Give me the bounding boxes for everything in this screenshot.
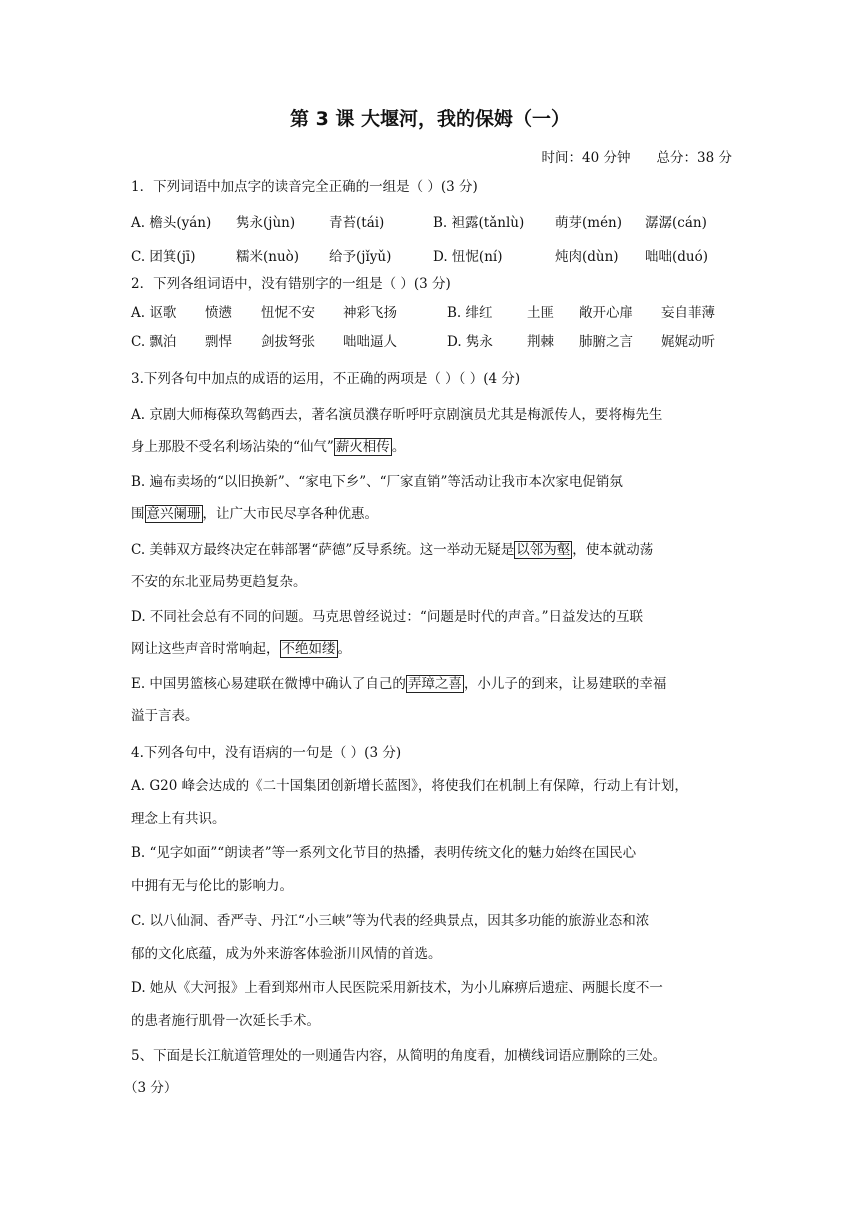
q4-stem: 4.下列各句中，没有语病的一句是（ ）(3 分)	[131, 745, 402, 761]
q3-stem: 3.下列各句中加点的成语的运用，不正确的两项是（ ）（ ）(4 分)	[131, 371, 521, 387]
text-run: E. 中国男篮核心易建联在微博中确认了自己的	[131, 676, 406, 692]
q4-option-c-line-2: 郁的文化底蕴，成为外来游客体验浙川风情的首选。	[131, 946, 442, 962]
q3-option-e-line-2: 溢于言表。	[131, 708, 199, 724]
q3-option-d-line-1: D. 不同社会总有不同的问题。马克思曾经说过：“问题是时代的声音。”日益发达的互联	[131, 609, 643, 625]
q2-option: C. 飘泊	[131, 334, 177, 350]
text-run: 身上那股不受名利场沾染的“仙气”	[131, 439, 334, 455]
text-run: ，让广大市民尽享各种优惠。	[202, 506, 378, 522]
exam-meta	[542, 146, 732, 166]
text-run: 围	[131, 506, 145, 522]
q2-stem: 2．下列各组词语中，没有错别字的一组是（ ）(3 分)	[131, 276, 451, 292]
q3-option-c-line-1	[131, 538, 653, 558]
q1-option: 隽永(jùn)	[236, 215, 296, 231]
q4-option-c-line-1: C. 以八仙洞、香严寺、丹江“小三峡”等为代表的经典景点，因其多功能的旅游业态和浓	[131, 913, 650, 929]
q5-stem-line-1: 5、下面是长江航道管理处的一则通告内容，从简明的角度看，加横线词语应删除的三处。	[131, 1048, 667, 1064]
total-score: 总分：38 分	[656, 150, 732, 166]
q2-option: A. 讴歌	[131, 305, 177, 321]
q1-option: A. 檐头(yán)	[131, 215, 212, 231]
q1-stem: 1．下列词语中加点字的读音完全正确的一组是（ ）(3 分)	[131, 179, 478, 195]
q2-option: 剑拔弩张	[261, 334, 315, 350]
q1-option: 萌芽(mén)	[555, 215, 623, 231]
text-run: C. 美韩双方最终决定在韩部署“萨德”反导系统。这一举动无疑是	[131, 542, 515, 558]
page-title: 第 3 课 大堰河，我的保姆（一）	[289, 108, 571, 130]
q3-option-b-line-2	[131, 502, 378, 522]
q2-option: 娓娓动听	[661, 334, 715, 350]
text-run: ，使本就动荡	[572, 542, 654, 558]
q2-option: D. 隽永	[447, 334, 493, 350]
q1-option: B. 袒露(tǎnlù)	[433, 215, 525, 231]
q4-option-a-line-1: A. G20 峰会达成的《二十国集团创新增长蓝图》，将使我们在机制上有保障，行动上有计划，	[131, 778, 688, 794]
q2-option: 咄咄逼人	[343, 334, 397, 350]
q2-option: 忸怩不安	[261, 305, 315, 321]
q2-option: 敞开心扉	[579, 305, 633, 321]
q3-option-c-line-2: 不安的东北亚局势更趋复杂。	[131, 574, 307, 590]
q2-option: 荆棘	[527, 334, 554, 350]
q3-option-a-line-2	[131, 435, 405, 455]
q1-option: C. 团箕(jī)	[131, 249, 196, 265]
q4-option-d-line-2: 的患者施行肌骨一次延长手术。	[131, 1013, 320, 1029]
q4-option-a-line-2: 理念上有共识。	[131, 811, 226, 827]
q2-option: 愤懑	[205, 305, 232, 321]
q4-option-d-line-1: D. 她从《大河报》上看到郑州市人民医院采用新技术，为小儿麻痹后遗症、两腿长度不一	[131, 980, 663, 996]
q2-option: 神彩飞扬	[343, 305, 397, 321]
q3-option-d-line-2	[131, 637, 351, 657]
boxed-idiom: 以邻为壑	[516, 542, 571, 558]
q2-option: 剽悍	[205, 334, 232, 350]
text-run: ，小儿子的到来，让易建联的幸福	[463, 676, 667, 692]
q1-option: 青苔(tái)	[329, 215, 385, 231]
q1-option: 糯米(nuò)	[236, 249, 300, 265]
q1-option: D. 忸怩(ní)	[433, 249, 503, 265]
q3-option-e-line-1	[131, 672, 666, 692]
q2-option: B. 绯红	[447, 305, 493, 321]
q3-option-a-line-1: A. 京剧大师梅葆玖驾鹤西去，著名演员濮存昕呼吁京剧演员尤其是梅派传人，要将梅先生	[131, 407, 663, 423]
q5-stem-line-2: （3 分）	[124, 1080, 178, 1096]
q1-option: 炖肉(dùn)	[555, 249, 619, 265]
q1-option: 潺潺(cán)	[645, 215, 707, 231]
text-run: 。	[337, 641, 351, 657]
q3-option-b-line-1: B. 遍布卖场的“以旧换新”、“家电下乡”、“厂家直销”等活动让我市本次家电促销氛	[131, 474, 623, 490]
q4-option-b-line-2: 中拥有无与伦比的影响力。	[131, 878, 293, 894]
boxed-idiom: 意兴阑珊	[146, 506, 201, 522]
q2-option: 土匪	[527, 305, 554, 321]
q1-option: 咄咄(duó)	[645, 249, 708, 265]
boxed-idiom: 薪火相传	[335, 439, 390, 455]
time-limit: 时间：40 分钟	[541, 150, 631, 166]
boxed-idiom: 不绝如缕	[281, 641, 336, 657]
q4-option-b-line-1: B. “见字如面”“朗读者”等一系列文化节目的热播，表明传统文化的魅力始终在国民心	[131, 845, 637, 861]
q1-option: 给予(jǐyǔ)	[329, 249, 392, 265]
boxed-idiom: 弄璋之喜	[407, 676, 462, 692]
text-run: 。	[391, 439, 406, 455]
q2-option: 肺腑之言	[579, 334, 633, 350]
text-run: 网让这些声音时常响起，	[131, 641, 280, 657]
q2-option: 妄自菲薄	[661, 305, 715, 321]
